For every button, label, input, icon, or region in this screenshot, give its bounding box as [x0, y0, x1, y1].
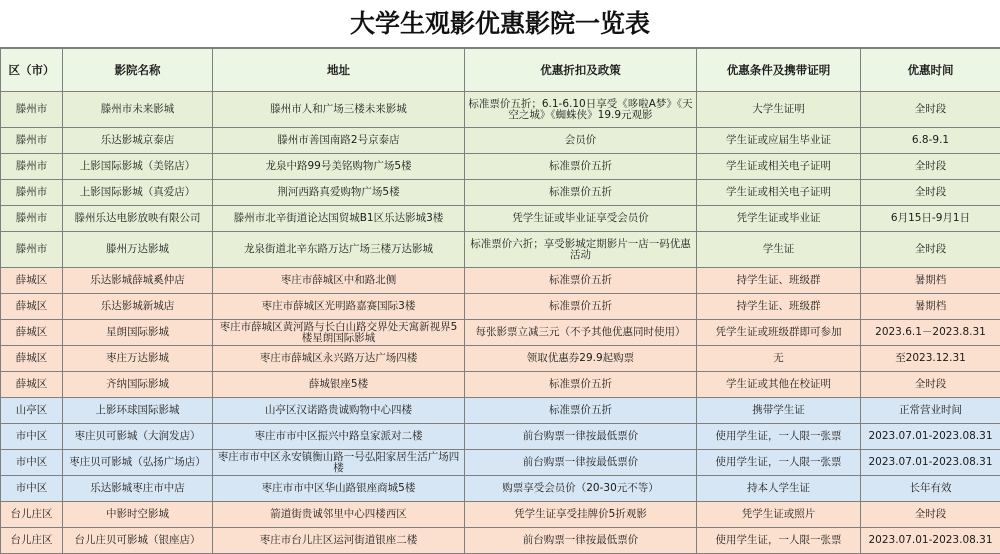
condition-cell: 使用学生证，一人限一张票: [697, 450, 861, 476]
table-row: [1, 154, 1000, 180]
district-cell: 山亭区: [1, 398, 63, 424]
district-cell: 薛城区: [1, 372, 63, 398]
condition-cell: 学生证或相关电子证明: [697, 154, 861, 180]
time-cell: 2023.07.01-2023.08.31: [861, 450, 1000, 476]
header-address: 地址: [213, 49, 465, 92]
condition-cell: 学生证或相关电子证明: [697, 180, 861, 206]
condition-cell: 使用学生证，一人限一张票: [697, 528, 861, 554]
condition-cell: 持本人学生证: [697, 476, 861, 502]
policy-cell: 领取优惠券29.9起购票: [465, 346, 697, 372]
policy-cell: 标准票价五折: [465, 294, 697, 320]
district-cell: 滕州市: [1, 206, 63, 232]
cinema-name-cell: 枣庄贝可影城（大润发店）: [63, 424, 213, 450]
time-cell: 2023.07.01-2023.08.31: [861, 528, 1000, 554]
condition-cell: 无: [697, 346, 861, 372]
table-row: [1, 476, 1000, 502]
district-cell: 滕州市: [1, 128, 63, 154]
cinema-name-cell: 中影时空影城: [63, 502, 213, 528]
condition-cell: 凭学生证或照片: [697, 502, 861, 528]
address-cell: 枣庄市薛城区黄河路与长白山路交界处天寓新视界5楼星朗国际影城: [213, 320, 465, 346]
policy-cell: 凭学生证享受挂牌价5折观影: [465, 502, 697, 528]
policy-cell: 前台购票一律按最低票价: [465, 424, 697, 450]
policy-cell: 每张影票立减三元（不予其他优惠同时使用）: [465, 320, 697, 346]
policy-cell: 前台购票一律按最低票价: [465, 450, 697, 476]
time-cell: 正常营业时间: [861, 398, 1000, 424]
table-row: [1, 528, 1000, 554]
policy-cell: 标准票价五折: [465, 398, 697, 424]
table-row: [1, 372, 1000, 398]
policy-cell: 标准票价五折；6.1-6.10日享受《哆啦A梦》《天空之城》《蜘蛛侠》19.9元观影: [465, 92, 697, 128]
time-cell: 暑期档: [861, 268, 1000, 294]
cinema-name-cell: 上影国际影城（真爱店）: [63, 180, 213, 206]
condition-cell: 学生证或其他在校证明: [697, 372, 861, 398]
address-cell: 箭道街贵诚邻里中心四楼西区: [213, 502, 465, 528]
address-cell: 薛城银座5楼: [213, 372, 465, 398]
district-cell: 市中区: [1, 450, 63, 476]
condition-cell: 持学生证、班级群: [697, 294, 861, 320]
policy-cell: 会员价: [465, 128, 697, 154]
condition-cell: 携带学生证: [697, 398, 861, 424]
cinema-name-cell: 枣庄万达影城: [63, 346, 213, 372]
condition-cell: 大学生证明: [697, 92, 861, 128]
district-cell: 滕州市: [1, 180, 63, 206]
condition-cell: 持学生证、班级群: [697, 268, 861, 294]
condition-cell: 凭学生证或班级群即可参加: [697, 320, 861, 346]
policy-cell: 标准票价五折: [465, 180, 697, 206]
address-cell: 滕州市善国南路2号京泰店: [213, 128, 465, 154]
district-cell: 台儿庄区: [1, 502, 63, 528]
address-cell: 枣庄市台儿庄区运河街道银座二楼: [213, 528, 465, 554]
address-cell: 山亭区汉诺路贵诚购物中心四楼: [213, 398, 465, 424]
time-cell: 全时段: [861, 502, 1000, 528]
cinema-table: [0, 48, 1000, 554]
district-cell: 薛城区: [1, 346, 63, 372]
district-cell: 市中区: [1, 424, 63, 450]
header-district: 区（市）: [1, 49, 63, 92]
cinema-name-cell: 滕州万达影城: [63, 232, 213, 268]
address-cell: 枣庄市市中区振兴中路皇家派对二楼: [213, 424, 465, 450]
time-cell: 6月15日-9月1日: [861, 206, 1000, 232]
table-row: [1, 92, 1000, 128]
cinema-name-cell: 上影国际影城（美铭店）: [63, 154, 213, 180]
address-cell: 龙泉街道北辛东路万达广场三楼万达影城: [213, 232, 465, 268]
address-cell: 滕州市人和广场三楼未来影城: [213, 92, 465, 128]
time-cell: 全时段: [861, 154, 1000, 180]
table-title: 大学生观影优惠影院一览表: [0, 0, 1000, 48]
table-row: [1, 398, 1000, 424]
policy-cell: 标准票价五折: [465, 268, 697, 294]
cinema-name-cell: 乐达影城京泰店: [63, 128, 213, 154]
cinema-name-cell: 乐达影城新城店: [63, 294, 213, 320]
address-cell: 龙泉中路99号美铭购物广场5楼: [213, 154, 465, 180]
district-cell: 薛城区: [1, 320, 63, 346]
cinema-name-cell: 滕州市未来影城: [63, 92, 213, 128]
district-cell: 薛城区: [1, 294, 63, 320]
header-time: 优惠时间: [861, 49, 1000, 92]
policy-cell: 标准票价五折: [465, 372, 697, 398]
policy-cell: 前台购票一律按最低票价: [465, 528, 697, 554]
time-cell: 至2023.12.31: [861, 346, 1000, 372]
header-condition: 优惠条件及携带证明: [697, 49, 861, 92]
district-cell: 市中区: [1, 476, 63, 502]
table-row: [1, 128, 1000, 154]
header-policy: 优惠折扣及政策: [465, 49, 697, 92]
table-row: [1, 268, 1000, 294]
district-cell: 薛城区: [1, 268, 63, 294]
table-row: [1, 346, 1000, 372]
table-row: [1, 294, 1000, 320]
address-cell: 荆河西路真爱购物广场5楼: [213, 180, 465, 206]
time-cell: 2023.6.1－2023.8.31: [861, 320, 1000, 346]
condition-cell: 学生证或应届生毕业证: [697, 128, 861, 154]
table-row: [1, 502, 1000, 528]
time-cell: 全时段: [861, 180, 1000, 206]
table-row: [1, 424, 1000, 450]
district-cell: 滕州市: [1, 154, 63, 180]
cinema-name-cell: 枣庄贝可影城（弘扬广场店）: [63, 450, 213, 476]
cinema-name-cell: 乐达影城薛城奚仲店: [63, 268, 213, 294]
time-cell: 暑期档: [861, 294, 1000, 320]
cinema-name-cell: 星朗国际影城: [63, 320, 213, 346]
policy-cell: 标准票价五折: [465, 154, 697, 180]
condition-cell: 学生证: [697, 232, 861, 268]
table-row: [1, 232, 1000, 268]
table-row: [1, 180, 1000, 206]
cinema-name-cell: 滕州乐达电影放映有限公司: [63, 206, 213, 232]
address-cell: 滕州市北辛街道论达国贸城B1区乐达影城3楼: [213, 206, 465, 232]
cinema-name-cell: 台儿庄贝可影城（银座店）: [63, 528, 213, 554]
header-cinema: 影院名称: [63, 49, 213, 92]
time-cell: 全时段: [861, 372, 1000, 398]
address-cell: 枣庄市薛城区光明路嘉赛国际3楼: [213, 294, 465, 320]
policy-cell: 标准票价六折；享受影城定期影片一店一码优惠活动: [465, 232, 697, 268]
condition-cell: 凭学生证或毕业证: [697, 206, 861, 232]
time-cell: 全时段: [861, 232, 1000, 268]
address-cell: 枣庄市市中区华山路银座商城5楼: [213, 476, 465, 502]
time-cell: 2023.07.01-2023.08.31: [861, 424, 1000, 450]
cinema-name-cell: 乐达影城枣庄市中店: [63, 476, 213, 502]
policy-cell: 购票享受会员价（20-30元不等）: [465, 476, 697, 502]
time-cell: 全时段: [861, 92, 1000, 128]
cinema-name-cell: 上影环球国际影城: [63, 398, 213, 424]
address-cell: 枣庄市市中区永安镇衡山路一号弘阳家居生活广场四楼: [213, 450, 465, 476]
table-row: [1, 206, 1000, 232]
address-cell: 枣庄市薛城区永兴路万达广场四楼: [213, 346, 465, 372]
header-row: [1, 49, 1000, 92]
table-row: [1, 320, 1000, 346]
district-cell: 台儿庄区: [1, 528, 63, 554]
condition-cell: 使用学生证，一人限一张票: [697, 424, 861, 450]
address-cell: 枣庄市薛城区中和路北侧: [213, 268, 465, 294]
district-cell: 滕州市: [1, 232, 63, 268]
cinema-name-cell: 齐纳国际影城: [63, 372, 213, 398]
table-row: [1, 450, 1000, 476]
district-cell: 滕州市: [1, 92, 63, 128]
time-cell: 长年有效: [861, 476, 1000, 502]
time-cell: 6.8-9.1: [861, 128, 1000, 154]
policy-cell: 凭学生证或毕业证享受会员价: [465, 206, 697, 232]
